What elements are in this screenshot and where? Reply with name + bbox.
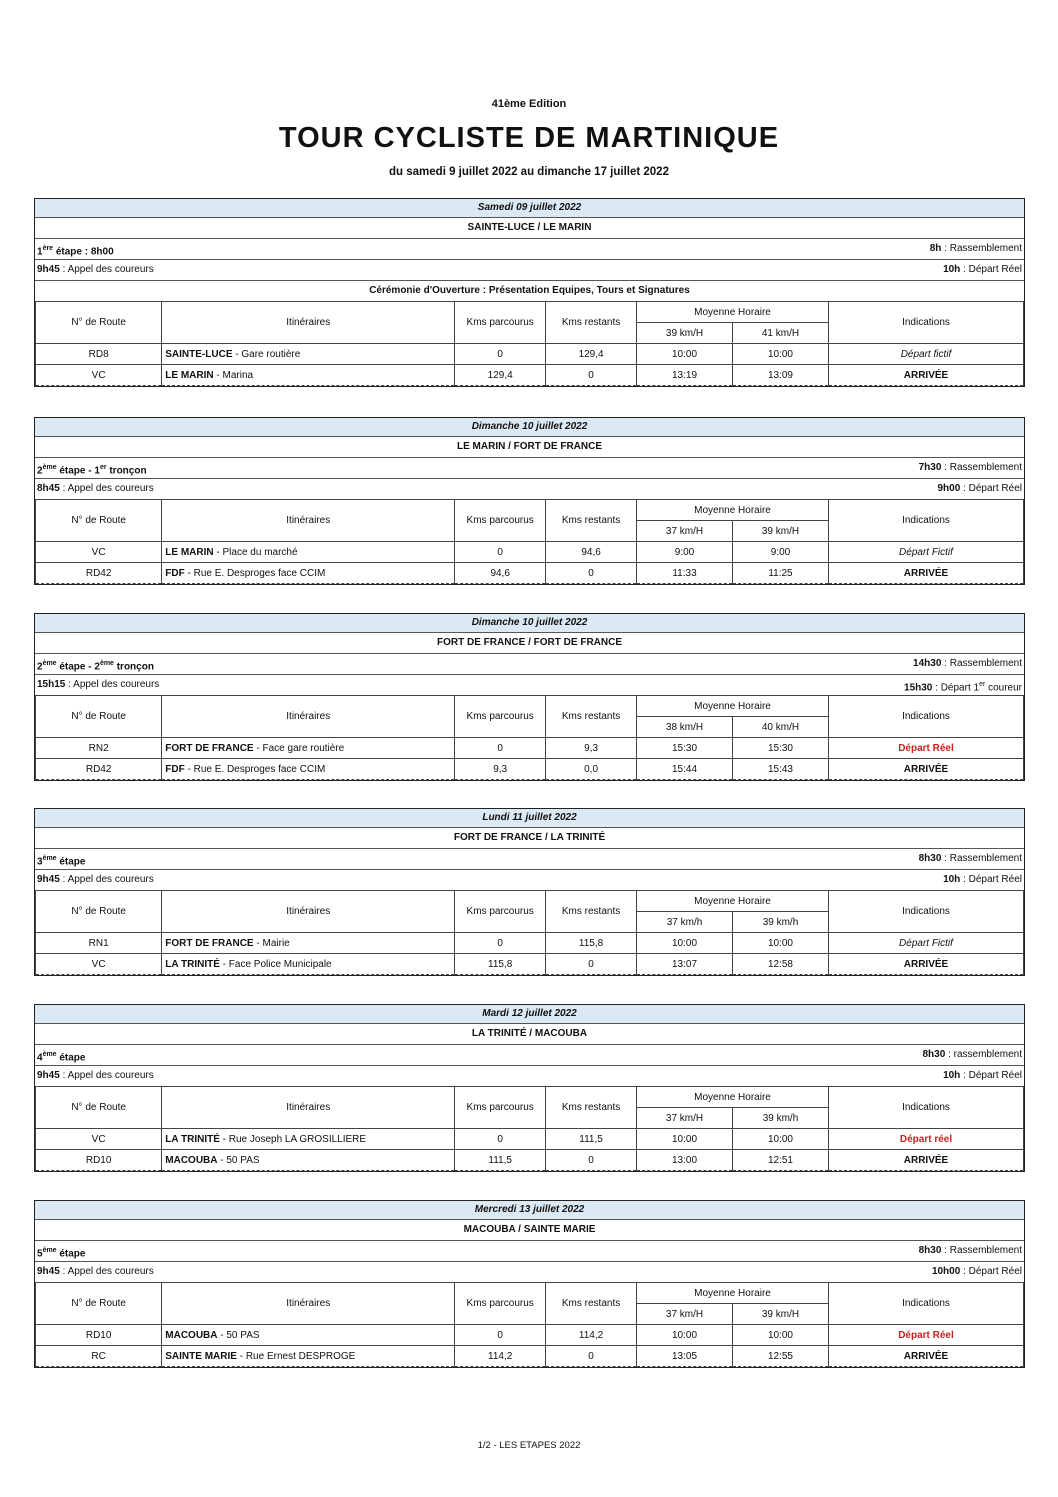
depart-suffix: er: [979, 681, 986, 688]
col-header-moyenne: Moyenne Horaire: [637, 696, 829, 717]
stage-section-text: tronçon: [106, 465, 147, 477]
rassemblement-label: : Rassemblement: [941, 1245, 1022, 1256]
col-header-route: N° de Route: [36, 1283, 162, 1325]
kms-restants: 9,3: [546, 738, 637, 759]
time-speed-1: 13:07: [637, 954, 733, 975]
col-header-route: N° de Route: [36, 302, 162, 344]
time-speed-2: 12:51: [733, 1150, 829, 1171]
stage-route-title: SAINTE-LUCE / LE MARIN: [467, 222, 592, 233]
stage-number-suffix: ème: [42, 855, 57, 862]
document-title: TOUR CYCLISTE DE MARTINIQUE: [278, 122, 780, 154]
itinerary-cell: [162, 738, 455, 759]
time-speed-2: 12:55: [733, 1346, 829, 1367]
kms-restants: 0: [546, 1346, 637, 1367]
stage-route-title: MACOUBA / SAINTE MARIE: [463, 1224, 596, 1235]
time-speed-2: 10:00: [733, 1129, 829, 1150]
kms-restants: 94,6: [546, 542, 637, 563]
time-speed-2: 10:00: [733, 344, 829, 365]
itinerary-cell: [162, 1129, 455, 1150]
indication: Départ Réel: [828, 1325, 1023, 1346]
appel-time: [37, 870, 154, 890]
event-dates: du samedi 9 juillet 2022 au dimanche 17 juillet 2022: [389, 166, 669, 178]
col-header-indications: Indications: [828, 891, 1023, 933]
itinerary-detail: - 50 PAS: [217, 1154, 260, 1166]
rassemblement-hour: 8h: [929, 243, 942, 254]
col-header-kms-parcourus: Kms parcourus: [455, 696, 546, 738]
itinerary-detail: - Marina: [213, 369, 254, 381]
appel-label: : Appel des coureurs: [59, 1070, 154, 1081]
appel-time: [37, 479, 154, 499]
stage-date-bar: Dimanche 10 juillet 2022: [35, 418, 1024, 437]
col-header-moyenne: Moyenne Horaire: [637, 891, 829, 912]
itinerary-cell: [162, 1325, 455, 1346]
depart-label: : Départ Réel: [960, 1070, 1022, 1081]
col-header-kms-parcourus: Kms parcourus: [455, 302, 546, 344]
appel-time: [37, 1262, 154, 1282]
stage-date-bar: Dimanche 10 juillet 2022: [35, 614, 1024, 633]
depart-label: : Départ Réel: [960, 264, 1022, 275]
stage-route-title: FORT DE FRANCE / FORT DE FRANCE: [437, 637, 622, 648]
indication: ARRIVÉE: [828, 759, 1023, 780]
stage-schedule-table: [35, 1086, 1024, 1171]
appel-label: : Appel des coureurs: [59, 874, 154, 885]
stage-date-bar: Mardi 12 juillet 2022: [35, 1005, 1024, 1024]
time-speed-1: 9:00: [637, 542, 733, 563]
time-speed-2: 10:00: [733, 1325, 829, 1346]
speed-header-1: 37 km/H: [637, 521, 733, 542]
indication: Départ Fictif: [828, 542, 1023, 563]
table-row: [36, 365, 1024, 386]
time-speed-2: 15:43: [733, 759, 829, 780]
stage-info-row: [35, 478, 1024, 499]
col-header-kms-restants: Kms restants: [546, 696, 637, 738]
kms-parcourus: 0: [455, 542, 546, 563]
stage-label-text: étape: [56, 856, 86, 868]
depart-tail: coureur: [985, 682, 1022, 694]
stage-date-bar: Lundi 11 juillet 2022: [35, 809, 1024, 828]
stage-info-row: [35, 653, 1024, 674]
route-code: RD10: [36, 1325, 162, 1346]
time-speed-1: 10:00: [637, 1325, 733, 1346]
itinerary-cell: [162, 759, 455, 780]
appel-hour: 9h45: [37, 1070, 60, 1081]
itinerary-place: SAINTE-LUCE: [165, 348, 233, 360]
stage-info-row: [35, 259, 1024, 280]
kms-parcourus: 115,8: [455, 954, 546, 975]
edition-label: 41ème Edition: [491, 98, 567, 110]
time-speed-2: 12:58: [733, 954, 829, 975]
kms-parcourus: 129,4: [455, 365, 546, 386]
stage-number-suffix: ème: [42, 464, 57, 471]
table-row: [36, 542, 1024, 563]
route-code: VC: [36, 542, 162, 563]
stage-route-title: LE MARIN / FORT DE FRANCE: [457, 441, 602, 452]
depart-hour: 10h: [943, 1070, 961, 1081]
appel-time: [37, 675, 159, 695]
kms-restants: 0: [546, 365, 637, 386]
itinerary-place: SAINTE MARIE: [165, 1350, 237, 1362]
kms-parcourus: 9,3: [455, 759, 546, 780]
appel-label: : Appel des coureurs: [65, 679, 160, 690]
col-header-itineraires: Itinéraires: [162, 696, 455, 738]
itinerary-place: LE MARIN: [165, 369, 214, 381]
speed-header-1: 38 km/H: [637, 717, 733, 738]
depart-label: : Départ 1: [932, 682, 980, 694]
speed-header-2: 39 km/h: [733, 912, 829, 933]
itinerary-place: FDF: [165, 763, 185, 775]
kms-restants: 115,8: [546, 933, 637, 954]
itinerary-place: FORT DE FRANCE: [165, 937, 254, 949]
stage-number: 2: [37, 465, 43, 477]
table-row: [36, 1325, 1024, 1346]
kms-restants: 0: [546, 563, 637, 584]
route-code: VC: [36, 1129, 162, 1150]
itinerary-detail: - Rue Joseph LA GROSILLIERE: [219, 1133, 367, 1145]
col-header-kms-restants: Kms restants: [546, 891, 637, 933]
indication: ARRIVÉE: [828, 1150, 1023, 1171]
stage-date-bar: Mercredi 13 juillet 2022: [35, 1201, 1024, 1220]
stage-block: [34, 613, 1025, 781]
stage-label-text: étape - 2: [56, 661, 100, 673]
stage-info-row: [35, 1261, 1024, 1282]
kms-restants: 0,0: [546, 759, 637, 780]
kms-restants: 111,5: [546, 1129, 637, 1150]
itinerary-detail: - Rue E. Desproges face CCIM: [184, 567, 326, 579]
time-speed-2: 9:00: [733, 542, 829, 563]
col-header-kms-restants: Kms restants: [546, 1283, 637, 1325]
stage-block: [34, 1200, 1025, 1368]
col-header-route: N° de Route: [36, 1087, 162, 1129]
kms-parcourus: 0: [455, 1129, 546, 1150]
rassemblement-hour: 14h30: [913, 658, 942, 669]
rassemblement-hour: 7h30: [918, 462, 942, 473]
route-code: RD10: [36, 1150, 162, 1171]
col-header-indications: Indications: [828, 696, 1023, 738]
table-row: [36, 738, 1024, 759]
stage-section-suffix: er: [99, 464, 107, 471]
itinerary-place: MACOUBA: [165, 1329, 218, 1341]
col-header-kms-parcourus: Kms parcourus: [455, 891, 546, 933]
stage-info-row: [35, 457, 1024, 478]
indication: Départ réel: [828, 1129, 1023, 1150]
stage-label: [37, 654, 154, 674]
stage-number: 5: [37, 1248, 43, 1260]
rassemblement-label: : Rassemblement: [941, 462, 1022, 473]
appel-time: [37, 1066, 154, 1086]
stage-info-row: [35, 1240, 1024, 1261]
time-speed-1: 10:00: [637, 1129, 733, 1150]
col-header-kms-parcourus: Kms parcourus: [455, 1283, 546, 1325]
itinerary-place: LA TRINITÉ: [165, 958, 220, 970]
stage-section-text: tronçon: [113, 661, 154, 673]
kms-parcourus: 0: [455, 738, 546, 759]
itinerary-detail: - Rue Ernest DESPROGE: [236, 1350, 356, 1362]
route-code: VC: [36, 954, 162, 975]
time-speed-1: 11:33: [637, 563, 733, 584]
kms-parcourus: 111,5: [455, 1150, 546, 1171]
col-header-moyenne: Moyenne Horaire: [637, 1283, 829, 1304]
stage-number-suffix: ème: [42, 1051, 57, 1058]
kms-restants: 0: [546, 954, 637, 975]
speed-header-2: 40 km/H: [733, 717, 829, 738]
col-header-itineraires: Itinéraires: [162, 302, 455, 344]
table-row: [36, 1150, 1024, 1171]
kms-restants: 0: [546, 1150, 637, 1171]
stage-info-row: [35, 238, 1024, 259]
depart-hour: 9h00: [937, 483, 961, 494]
appel-hour: 9h45: [37, 1266, 60, 1277]
stage-label-text: étape - 1: [56, 465, 100, 477]
kms-parcourus: 0: [455, 1325, 546, 1346]
speed-header-2: 39 km/H: [733, 1304, 829, 1325]
stage-info-row: [35, 1044, 1024, 1065]
indication: Départ Réel: [828, 738, 1023, 759]
itinerary-place: MACOUBA: [165, 1154, 218, 1166]
stage-number: 1: [37, 246, 43, 258]
itinerary-detail: - Place du marché: [213, 546, 298, 558]
kms-parcourus: 0: [455, 933, 546, 954]
itinerary-place: FORT DE FRANCE: [165, 742, 254, 754]
appel-hour: 15h15: [37, 679, 66, 690]
kms-restants: 114,2: [546, 1325, 637, 1346]
stage-number-suffix: ème: [42, 1247, 57, 1254]
table-row: [36, 1346, 1024, 1367]
col-header-moyenne: Moyenne Horaire: [637, 500, 829, 521]
route-code: VC: [36, 365, 162, 386]
stage-number: 4: [37, 1052, 43, 1064]
speed-header-2: 39 km/H: [733, 521, 829, 542]
rassemblement-hour: 8h30: [918, 853, 942, 864]
itinerary-cell: [162, 1346, 455, 1367]
appel-label: : Appel des coureurs: [59, 264, 154, 275]
speed-header-1: 37 km/H: [637, 1108, 733, 1129]
depart-hour: 10h: [943, 874, 961, 885]
speed-header-1: 39 km/H: [637, 323, 733, 344]
depart-label: : Départ Réel: [960, 1266, 1022, 1277]
stage-schedule-table: [35, 890, 1024, 975]
itinerary-cell: [162, 542, 455, 563]
time-speed-1: 13:00: [637, 1150, 733, 1171]
appel-hour: 9h45: [37, 874, 60, 885]
indication: Départ fictif: [828, 344, 1023, 365]
indication: ARRIVÉE: [828, 365, 1023, 386]
rassemblement-label: : Rassemblement: [941, 243, 1022, 254]
stage-block: [34, 1004, 1025, 1172]
depart-time: [943, 1066, 1022, 1086]
depart-time: [932, 1262, 1022, 1282]
stage-label: [37, 1045, 85, 1065]
time-speed-2: 10:00: [733, 933, 829, 954]
indication: ARRIVÉE: [828, 563, 1023, 584]
itinerary-detail: - Gare routière: [232, 348, 301, 360]
stage-number: 3: [37, 856, 43, 868]
stage-label-text: étape : 8h00: [53, 246, 114, 258]
rassemblement-time: [923, 1045, 1023, 1065]
itinerary-place: LA TRINITÉ: [165, 1133, 220, 1145]
table-row: [36, 344, 1024, 365]
stage-info-row: [35, 1065, 1024, 1086]
depart-hour: 10h: [943, 264, 961, 275]
rassemblement-label: : Rassemblement: [941, 853, 1022, 864]
stage-label-text: étape: [56, 1052, 86, 1064]
col-header-route: N° de Route: [36, 500, 162, 542]
table-row: [36, 933, 1024, 954]
itinerary-cell: [162, 954, 455, 975]
appel-label: : Appel des coureurs: [59, 483, 154, 494]
stage-schedule-table: [35, 695, 1024, 780]
col-header-kms-restants: Kms restants: [546, 500, 637, 542]
col-header-moyenne: Moyenne Horaire: [637, 1087, 829, 1108]
col-header-itineraires: Itinéraires: [162, 1283, 455, 1325]
stage-block: [34, 417, 1025, 585]
itinerary-cell: [162, 563, 455, 584]
speed-header-2: 39 km/h: [733, 1108, 829, 1129]
rassemblement-label: : rassemblement: [945, 1049, 1022, 1060]
stage-number-suffix: ère: [42, 245, 54, 252]
col-header-indications: Indications: [828, 500, 1023, 542]
route-code: RC: [36, 1346, 162, 1367]
rassemblement-hour: 8h30: [922, 1049, 946, 1060]
stage-schedule-table: [35, 1282, 1024, 1367]
stage-info-row: [35, 674, 1024, 695]
time-speed-1: 13:05: [637, 1346, 733, 1367]
stage-route-title: LA TRINITÉ / MACOUBA: [471, 1028, 588, 1039]
indication: Départ Fictif: [828, 933, 1023, 954]
itinerary-cell: [162, 1150, 455, 1171]
col-header-moyenne: Moyenne Horaire: [637, 302, 829, 323]
rassemblement-time: [919, 849, 1022, 869]
kms-parcourus: 94,6: [455, 563, 546, 584]
speed-header-1: 37 km/h: [637, 912, 733, 933]
col-header-route: N° de Route: [36, 696, 162, 738]
itinerary-detail: - Mairie: [253, 937, 290, 949]
stage-schedule-table: [35, 301, 1024, 386]
indication: ARRIVÉE: [828, 954, 1023, 975]
time-speed-2: 13:09: [733, 365, 829, 386]
route-code: RN2: [36, 738, 162, 759]
stage-label-text: étape: [56, 1248, 86, 1260]
stage-label: [37, 239, 114, 259]
itinerary-detail: - 50 PAS: [217, 1329, 260, 1341]
ceremony-line: Cérémonie d'Ouverture : Présentation Equipes, Tours et Signatures: [35, 280, 1024, 301]
rassemblement-time: [919, 458, 1022, 478]
stage-route-title: FORT DE FRANCE / LA TRINITÉ: [453, 832, 606, 843]
kms-parcourus: 0: [455, 344, 546, 365]
stage-date-bar: Samedi 09 juillet 2022: [35, 199, 1024, 218]
itinerary-cell: [162, 344, 455, 365]
rassemblement-label: : Rassemblement: [941, 658, 1022, 669]
itinerary-place: FDF: [165, 567, 185, 579]
col-header-kms-restants: Kms restants: [546, 302, 637, 344]
time-speed-1: 13:19: [637, 365, 733, 386]
speed-header-1: 37 km/H: [637, 1304, 733, 1325]
indication: ARRIVÉE: [828, 1346, 1023, 1367]
page-footer: 1/2 - LES ETAPES 2022: [477, 1440, 581, 1451]
col-header-route: N° de Route: [36, 891, 162, 933]
col-header-kms-parcourus: Kms parcourus: [455, 1087, 546, 1129]
stage-block: [34, 808, 1025, 976]
kms-parcourus: 114,2: [455, 1346, 546, 1367]
depart-label: : Départ Réel: [960, 874, 1022, 885]
itinerary-detail: - Rue E. Desproges face CCIM: [184, 763, 326, 775]
depart-hour: 15h30: [904, 682, 933, 694]
stage-number-suffix: ème: [42, 660, 57, 667]
col-header-kms-parcourus: Kms parcourus: [455, 500, 546, 542]
stage-info-row: [35, 869, 1024, 890]
col-header-indications: Indications: [828, 1283, 1023, 1325]
table-row: [36, 954, 1024, 975]
appel-label: : Appel des coureurs: [59, 1266, 154, 1277]
stage-schedule-table: [35, 499, 1024, 584]
route-code: RN1: [36, 933, 162, 954]
table-row: [36, 563, 1024, 584]
route-code: RD42: [36, 759, 162, 780]
table-row: [36, 759, 1024, 780]
rassemblement-time: [930, 239, 1022, 259]
col-header-indications: Indications: [828, 302, 1023, 344]
time-speed-1: 15:44: [637, 759, 733, 780]
rassemblement-time: [919, 1241, 1022, 1261]
kms-restants: 129,4: [546, 344, 637, 365]
rassemblement-time: [913, 654, 1022, 674]
depart-time: [904, 675, 1022, 695]
stage-number: 2: [37, 661, 43, 673]
time-speed-1: 10:00: [637, 933, 733, 954]
stage-label: [37, 1241, 85, 1261]
stage-label: [37, 849, 85, 869]
stage-section-suffix: ème: [99, 660, 114, 667]
appel-time: [37, 260, 154, 280]
time-speed-1: 15:30: [637, 738, 733, 759]
time-speed-2: 11:25: [733, 563, 829, 584]
appel-hour: 8h45: [37, 483, 60, 494]
itinerary-place: LE MARIN: [165, 546, 214, 558]
depart-hour: 10h00: [931, 1266, 961, 1277]
itinerary-detail: - Face gare routière: [253, 742, 345, 754]
itinerary-cell: [162, 933, 455, 954]
col-header-kms-restants: Kms restants: [546, 1087, 637, 1129]
time-speed-1: 10:00: [637, 344, 733, 365]
depart-time: [943, 870, 1022, 890]
table-row: [36, 1129, 1024, 1150]
depart-time: [938, 479, 1023, 499]
col-header-itineraires: Itinéraires: [162, 1087, 455, 1129]
itinerary-cell: [162, 365, 455, 386]
route-code: RD42: [36, 563, 162, 584]
stage-label: [37, 458, 147, 478]
route-code: RD8: [36, 344, 162, 365]
depart-time: [943, 260, 1022, 280]
col-header-indications: Indications: [828, 1087, 1023, 1129]
itinerary-detail: - Face Police Municipale: [219, 958, 332, 970]
rassemblement-hour: 8h30: [918, 1245, 942, 1256]
time-speed-2: 15:30: [733, 738, 829, 759]
col-header-itineraires: Itinéraires: [162, 891, 455, 933]
appel-hour: 9h45: [37, 264, 60, 275]
stage-info-row: [35, 848, 1024, 869]
col-header-itineraires: Itinéraires: [162, 500, 455, 542]
stage-block: [34, 198, 1025, 387]
speed-header-2: 41 km/H: [733, 323, 829, 344]
depart-label: : Départ Réel: [960, 483, 1022, 494]
